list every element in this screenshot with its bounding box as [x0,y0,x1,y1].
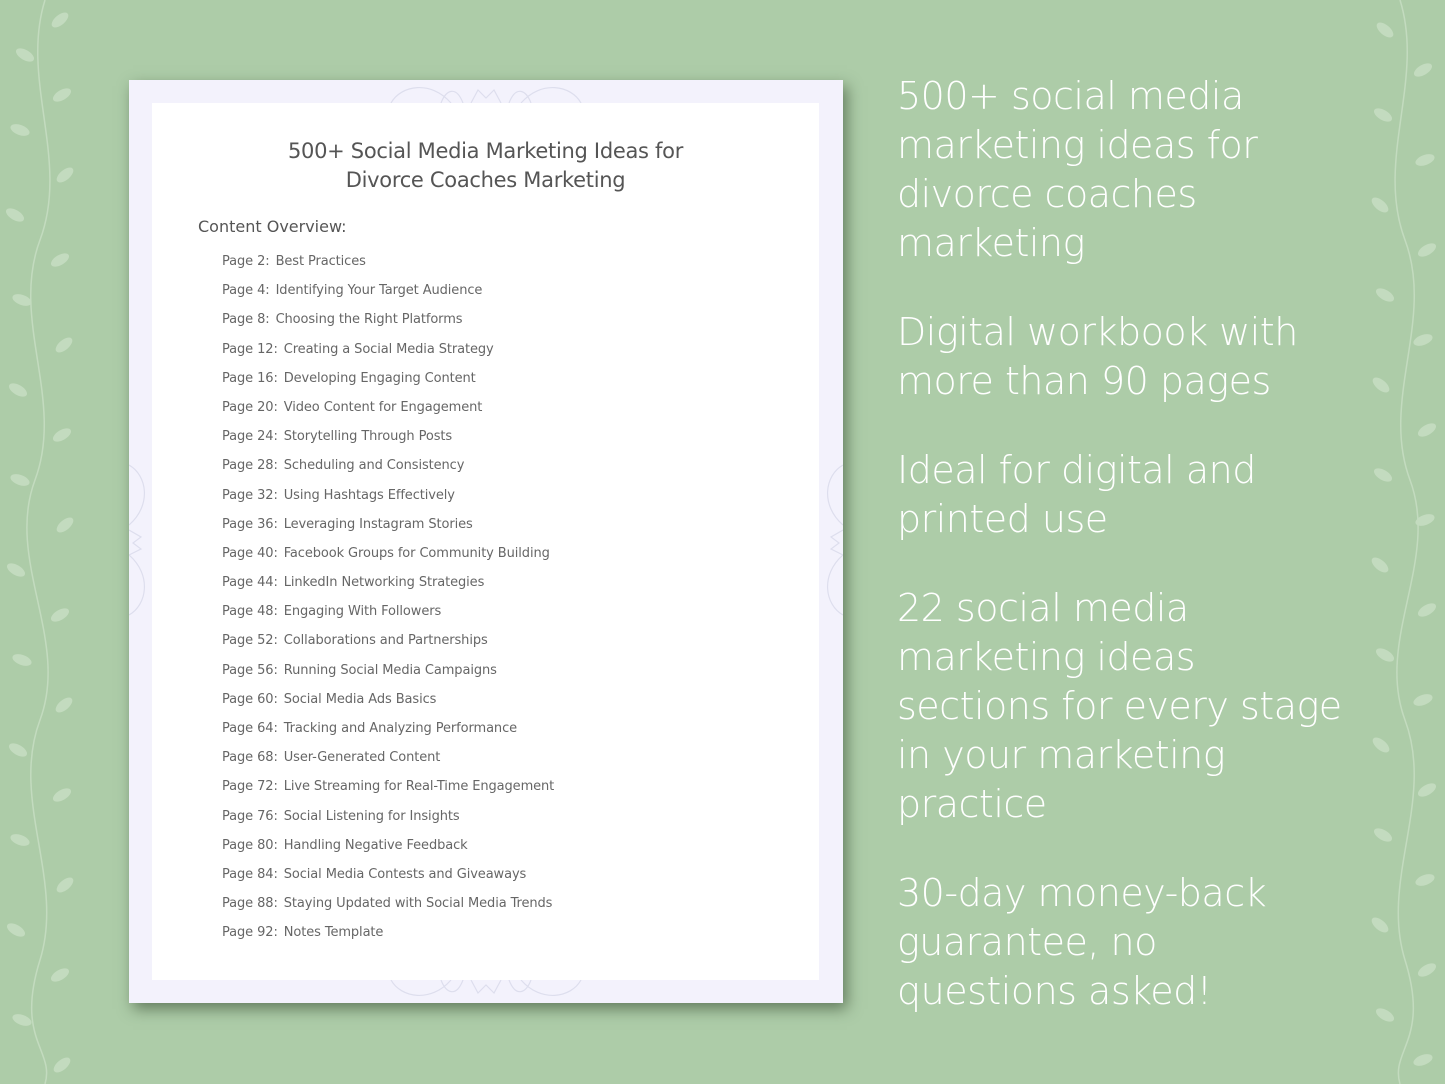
toc-page-number: Page 40: [222,545,278,561]
toc-page-number: Page 28: [222,458,278,474]
toc-item [222,896,554,925]
feature-line: sections for every stage [897,684,1342,728]
toc-item [222,867,554,896]
document-title-line-1: 500+ Social Media Marketing Ideas for [287,139,684,163]
feature-line: questions asked! [897,969,1212,1013]
workbook-page-preview [129,80,843,1003]
toc-page-number: Page 20: [222,399,278,415]
toc-item [222,517,554,546]
feature-sections [897,584,1417,829]
page-content [152,103,819,980]
toc-title: Collaborations and Partnerships [283,633,488,649]
toc-page-number: Page 4: [222,283,270,299]
feature-line: marketing [897,221,1085,265]
toc-page-number: Page 68: [222,750,278,766]
toc-page-number: Page 36: [222,516,278,532]
toc-item [222,925,554,954]
toc-item [222,809,554,838]
toc-page-number: Page 56: [222,662,278,678]
toc-title: LinkedIn Networking Strategies [283,575,485,591]
toc-item [222,633,554,662]
toc-page-number: Page 88: [222,896,278,912]
toc-page-number: Page 8: [222,312,270,328]
toc-page-number: Page 32: [222,487,278,503]
toc-item [222,604,554,633]
feature-page-count [897,308,1417,406]
toc-title: Live Streaming for Real-Time Engagement [283,779,555,795]
feature-line: Ideal for digital and [897,448,1256,492]
toc-page-number: Page 64: [222,721,278,736]
feature-ideas-count [897,72,1417,268]
toc-title: Engaging With Followers [283,604,442,620]
document-title-line-2: Divorce Coaches Marketing [345,168,626,192]
mandala-bottom-icon [381,980,591,1003]
toc-page-number: Page 2: [222,254,270,269]
feature-line: more than 90 pages [897,359,1271,403]
feature-line: marketing ideas [897,635,1196,679]
toc-item [222,663,554,692]
toc-page-number: Page 12: [222,341,278,357]
toc-page-number: Page 92: [222,925,278,941]
toc-item [222,575,554,604]
toc-item [222,750,554,779]
toc-page-number: Page 16: [222,370,278,386]
toc-title: Handling Negative Feedback [283,837,468,853]
toc-page-number: Page 44: [222,575,278,591]
feature-line: in your marketing [897,733,1226,777]
toc-title: Tracking and Analyzing Performance [283,721,518,736]
toc-page-number: Page 24: [222,429,278,445]
table-of-contents [222,254,554,955]
feature-digital-print [897,446,1417,544]
toc-page-number: Page 80: [222,837,278,853]
toc-page-number: Page 76: [222,808,278,824]
floral-vine-left-icon [0,0,90,1084]
toc-page-number: Page 60: [222,691,278,707]
feature-line: 30-day money-back [897,871,1267,915]
toc-page-number: Page 48: [222,604,278,620]
toc-title: Social Listening for Insights [283,808,460,824]
toc-item [222,254,554,283]
toc-title: Social Media Contests and Giveaways [283,866,527,882]
feature-guarantee [897,869,1417,1016]
toc-item [222,429,554,458]
feature-line: 500+ social media [897,74,1244,118]
toc-title: Storytelling Through Posts [283,429,453,445]
toc-title: Creating a Social Media Strategy [283,341,494,357]
toc-title: Facebook Groups for Community Building [283,545,550,561]
feature-line: guarantee, no [897,920,1157,964]
feature-line: marketing ideas for [897,123,1258,167]
feature-line: Digital workbook with [897,310,1298,354]
toc-title: Scheduling and Consistency [283,458,465,474]
feature-line: practice [897,782,1047,826]
content-overview-label: Content Overview: [198,217,347,236]
toc-item [222,838,554,867]
toc-item [222,779,554,808]
toc-page-number: Page 72: [222,779,278,795]
mandala-right-icon [820,455,843,625]
toc-title: Notes Template [283,925,384,941]
feature-line: divorce coaches [897,172,1197,216]
toc-item [222,458,554,487]
toc-item [222,488,554,517]
toc-item [222,312,554,341]
toc-title: Staying Updated with Social Media Trends [283,896,553,912]
toc-page-number: Page 52: [222,633,278,649]
toc-item [222,371,554,400]
toc-title: Video Content for Engagement [283,399,483,415]
toc-title: Identifying Your Target Audience [275,283,483,299]
toc-title: Social Media Ads Basics [283,691,437,707]
toc-item [222,692,554,721]
toc-item [222,283,554,312]
toc-item [222,400,554,429]
feature-line: printed use [897,497,1108,541]
toc-title: Running Social Media Campaigns [283,662,497,678]
mandala-top-icon [381,80,591,103]
toc-item [222,546,554,575]
toc-title: Developing Engaging Content [283,370,476,386]
toc-title: Using Hashtags Effectively [283,487,455,503]
toc-title: Choosing the Right Platforms [275,312,463,328]
toc-page-number: Page 84: [222,866,278,882]
toc-title: Best Practices [275,254,366,269]
toc-item [222,342,554,371]
toc-title: User-Generated Content [283,750,441,766]
document-title [152,137,819,195]
feature-list [897,72,1417,1016]
toc-item [222,721,554,750]
mandala-left-icon [129,455,152,625]
toc-title: Leveraging Instagram Stories [283,516,473,532]
feature-line: 22 social media [897,586,1189,630]
